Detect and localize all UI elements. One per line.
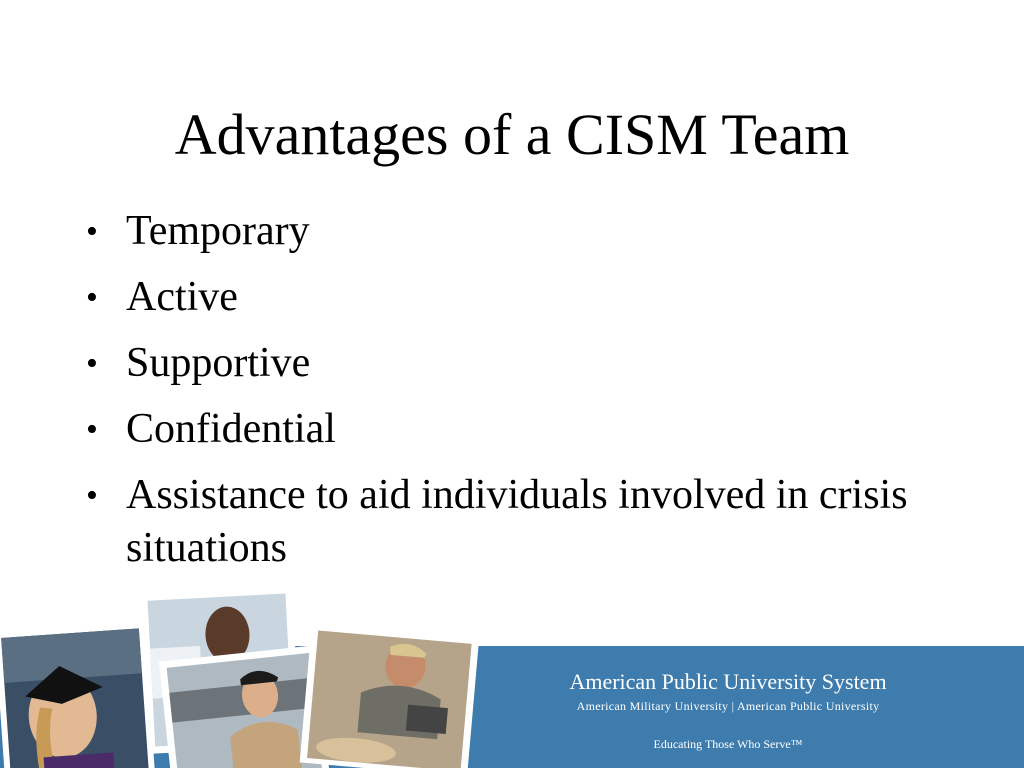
slide-title: Advantages of a CISM Team [174, 102, 850, 167]
bullet-text: Assistance to aid individuals involved in crisis situations [126, 472, 908, 571]
bullet-item [86, 205, 946, 258]
brand-subtitle: American Military University | American Public University [576, 699, 880, 713]
bullet-item [86, 469, 946, 575]
bullet-list [86, 205, 946, 588]
bullet-item [86, 403, 946, 456]
bullet-item [86, 271, 946, 324]
brand-tagline: Educating Those Who Serve™ [653, 737, 803, 751]
field-researcher-photo [300, 623, 480, 768]
photo-collage [0, 585, 480, 768]
brand-name: American Public University System [569, 669, 887, 694]
brand-block [540, 668, 916, 716]
bullet-icon: • [86, 279, 98, 316]
bullet-text: Active [126, 274, 238, 320]
bullet-text: Supportive [126, 340, 311, 386]
bullet-text: Confidential [126, 406, 336, 452]
bullet-text: Temporary [126, 208, 310, 254]
graduate-photo [0, 622, 156, 768]
bullet-icon: • [86, 213, 98, 250]
bullet-icon: • [86, 345, 98, 382]
bullet-icon: • [86, 411, 98, 448]
bullet-item [86, 337, 946, 390]
bullet-icon: • [86, 477, 98, 514]
